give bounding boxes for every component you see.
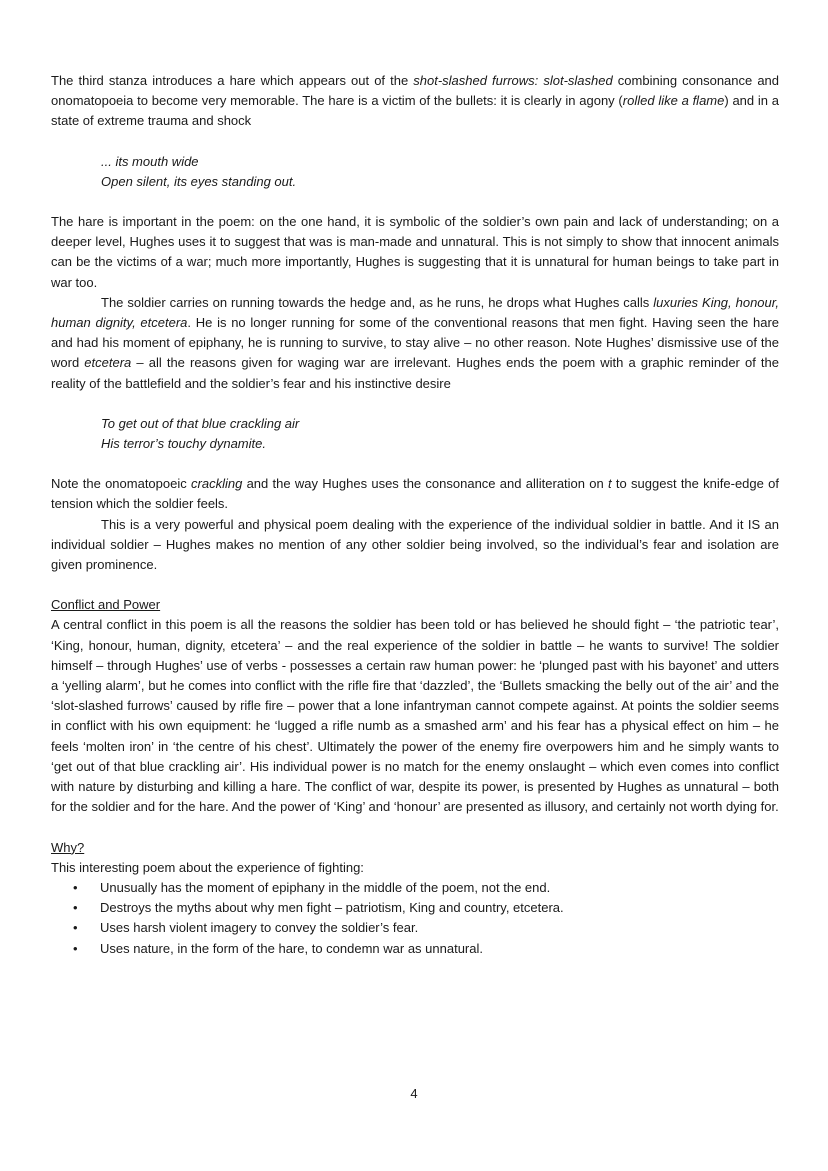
- page-number: 4: [410, 1086, 418, 1101]
- why-bullet-list: [51, 878, 779, 959]
- paragraph-hare-symbol: The hare is important in the poem: on the one hand, it is symbolic of the soldier’s own pain and lack of understanding; on a deeper level, Hughes uses it to suggest that was is man-made and unnatural. This is not simply to show that innocent animals can be the victims of a war; much more importantly, Hughes is suggesting that it is unnatural for human beings to take part in war too.: [51, 214, 779, 290]
- paragraph-onomatopoeia: Note the onomatopoeic crackling and the way Hughes uses the consonance and alliteration on t to suggest the knife-edge of tension which the soldier feels.: [51, 476, 779, 512]
- page-content: [51, 71, 779, 959]
- paragraph-conflict-power: A central conflict in this poem is all the reasons the soldier has been told or has believed he should fight – ‘the patriotic tear’, ‘King, honour, human, dignity, etcetera’ – and the real experience of the soldier in battle – he wants to survive! The soldier himself – through Hughes’ use of verbs - possesses a certain raw human power: he ‘plunged past with his bayonet’ and utters a ‘yelling alarm’, but he comes into conflict with the rifle fire that ‘dazzled’, the ‘Bullets smacking the belly out of the air’ and the ‘slot-slashed furrows’ caused by rifle fire – power that a lone infantryman cannot compete against. At points the soldier seems in conflict with his own equipment: he ‘lugged a rifle numb as a smashed arm’ and his fear has a physical effect on him – he feels ‘molten iron’ in ‘the centre of his chest’. Ultimately the power of the enemy fire overpowers him and he simply wants to ‘get out of that blue crackling air’. His individual power is no match for the enemy onslaught – which even comes into conflict with nature by disturbing and killing a hare. The conflict of war, despite its power, is presented by Hughes as unnatural – both for the soldier and for the hare. And the power of ‘King’ and ‘honour’ are presented as illusory, and certainly not worth dying for.: [51, 617, 779, 815]
- bullet-icon: •: [73, 900, 78, 916]
- paragraph-soldier-running: The soldier carries on running towards the hedge and, as he runs, he drops what Hughes calls luxuries King, honour, human dignity, etcetera. He is no longer running for some of the conventional reasons that men fight. Having seen the hare and had his moment of epiphany, he is running to survive, to stay alive – no other reason. Note Hughes’ dismissive use of the word etcetera – all the reasons given for waging war are irrelevant. Hughes ends the poem with a graphic reminder of the reality of the battlefield and the soldier’s fear and his instinctive desire: [51, 294, 780, 391]
- list-item: • Unusually has the moment of epiphany in the middle of the poem, not the end.: [73, 878, 779, 898]
- quote-line: His terror’s touchy dynamite.: [101, 436, 266, 452]
- bullet-icon: •: [73, 920, 78, 936]
- bullet-icon: •: [73, 940, 78, 956]
- list-item: • Uses nature, in the form of the hare, to condemn war as unnatural.: [73, 939, 779, 959]
- paragraph-hare-intro: The third stanza introduces a hare which appears out of the shot-slashed furrows: slot-slashed combining consonance and onomatopoeia to become very memorable. The hare is a victim of the bullets: it is clearly in agony (rolled like a flame) and in a state of extreme trauma and shock: [51, 73, 780, 129]
- section-heading-why: Why?: [51, 839, 85, 855]
- section-heading-conflict: Conflict and Power: [51, 597, 161, 613]
- quote-line: To get out of that blue crackling air: [101, 415, 300, 431]
- quote-line: Open silent, its eyes standing out.: [101, 173, 297, 189]
- bullet-icon: •: [73, 879, 78, 895]
- poem-quote-hare: [101, 152, 779, 192]
- list-item: • Uses harsh violent imagery to convey the soldier’s fear.: [73, 918, 779, 938]
- quote-line: ... its mouth wide: [101, 153, 199, 169]
- poem-quote-ending: [101, 414, 779, 454]
- why-intro: This interesting poem about the experience of fighting:: [51, 859, 364, 875]
- list-item: • Destroys the myths about why men fight – patriotism, King and country, etcetera.: [73, 898, 779, 918]
- paragraph-powerful-poem: This is a very powerful and physical poem dealing with the experience of the individual soldier in battle. And it IS an individual soldier – Hughes makes no mention of any other soldier being involved, so the individual’s fear and isolation are given prominence.: [51, 516, 779, 573]
